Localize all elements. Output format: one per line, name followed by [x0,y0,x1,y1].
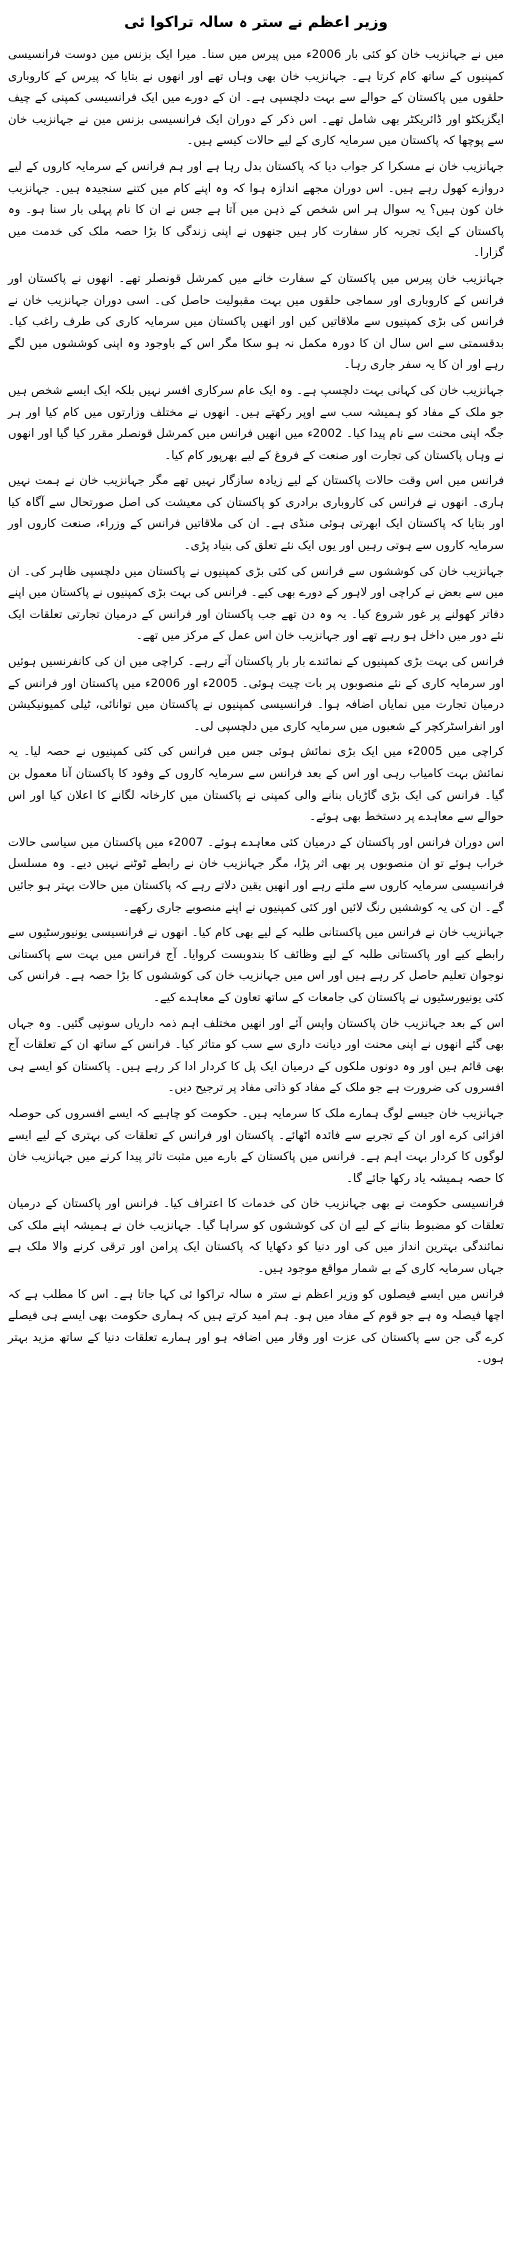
article-paragraph: فرانسیسی حکومت نے بھی جہانزیب خان کی خدمات کا اعتراف کیا۔ فرانس اور پاکستان کے درمیان تعلقات کو مضبوط بنانے کے لیے ان کی کوششوں کو سراہا گیا۔ جہانزیب خان نے ہمیشہ اپنے ملک کی نمائندگی بہترین انداز میں کی اور دنیا کو دکھایا کہ پاکستان ایک پرامن اور ترقی کرنے والا ملک ہے جہاں سرمایہ کاری کے بے شمار مواقع موجود ہیں۔ [8,1196,504,1276]
article-paragraph: فرانس میں اس وقت حالات پاکستان کے لیے زیادہ سازگار نہیں تھے مگر جہانزیب خان نے ہمت نہیں ہاری۔ انھوں نے فرانس کی کاروباری برادری کو پاکستان کی معیشت کی اصل صورتحال سے آگاہ کیا اور بتایا کہ پاکستان ایک ابھرتی ہوئی منڈی ہے۔ ان کی ملاقاتیں فرانس کے وزراء، صنعت کاروں اور سرمایہ کاروں سے ہوتی رہیں اور یوں ایک نئے تعلق کی بنیاد پڑی۔ [8,473,504,553]
article-paragraph: جہانزیب خان کی کہانی بہت دلچسپ ہے۔ وہ ایک عام سرکاری افسر نہیں بلکہ ایک ایسے شخص ہیں جو ملک کے مفاد کو ہمیشہ سب سے اوپر رکھتے ہیں۔ انھوں نے مختلف وزارتوں میں کام کیا اور ہر جگہ اپنی محنت سے نام پیدا کیا۔ 2002ء میں انھیں فرانس میں کمرشل قونصلر مقرر کیا گیا اور انھوں نے وہاں پاکستان کی تجارت اور صنعت کے فروغ کے لیے بھرپور کام کیا۔ [8,382,505,462]
article-paragraph: کراچی میں 2005ء میں ایک بڑی نمائش ہوئی جس میں فرانس کی کئی کمپنیوں نے حصہ لیا۔ یہ نمائش بہت کامیاب رہی اور اس کے بعد فرانس سے سرمایہ کاروں کے وفود کا پاکستان آنا معمول بن گیا۔ فرانس کی ایک بڑی گاڑیاں بنانے والی کمپنی نے پاکستان میں کارخانہ لگانے کا اعلان کیا اور اس حوالے سے معاہدے پر دستخط بھی ہوئے۔ [8,744,504,824]
article-paragraph: اس کے بعد جہانزیب خان پاکستان واپس آئے اور انھیں مختلف اہم ذمہ داریاں سونپی گئیں۔ وہ جہاں بھی گئے انھوں نے اپنی محنت اور دیانت داری سے سب کو متاثر کیا۔ فرانس کے ساتھ ان کے تعلقات آج بھی قائم ہیں اور وہ دونوں ملکوں کے درمیان ایک پل کا کردار ادا کر رہے ہیں۔ پاکستان کو ایسے ہی افسروں کی ضرورت ہے جو ملک کے مفاد کو ذاتی مفاد پر ترجیح دیں۔ [8,1015,504,1095]
article-paragraph: جہانزیب خان نے مسکرا کر جواب دیا کہ پاکستان بدل رہا ہے اور ہم فرانس کے سرمایہ کاروں کے لیے دروازے کھول رہے ہیں۔ اس دوران مجھے اندازہ ہوا کہ وہ اپنے کام میں کتنے سنجیدہ ہیں۔ جہانزیب خان کون ہیں؟ یہ سوال ہر اس شخص کے ذہن میں آتا ہے جس نے ان کا نام پہلی بار سنا ہو۔ وہ پاکستان کے ایک تجربہ کار سفارت کار ہیں جنھوں نے اپنی زندگی کا بڑا حصہ ملک کی خدمت میں گزارا۔ [8,158,504,260]
article-paragraph: جہانزیب خان نے فرانس میں پاکستانی طلبہ کے لیے بھی کام کیا۔ انھوں نے فرانسیسی یونیورسٹیوں سے رابطے کیے اور پاکستانی طلبہ کے لیے وظائف کا بندوبست کروایا۔ آج فرانس میں بہت سے پاکستانی نوجوان تعلیم حاصل کر رہے ہیں اور اس میں جہانزیب خان کی کوششوں کا بڑا حصہ ہے۔ فرانس کی کئی یونیورسٹیوں نے پاکستان کی جامعات کے ساتھ تعاون کے معاہدے کیے۔ [8,925,504,1004]
article-paragraph: اس دوران فرانس اور پاکستان کے درمیان کئی معاہدے ہوئے۔ 2007ء میں پاکستان میں سیاسی حالات خراب ہوئے تو ان منصوبوں پر بھی اثر پڑا، مگر جہانزیب خان نے رابطے ٹوٹنے نہیں دیے۔ وہ مسلسل فرانسیسی سرمایہ کاروں سے ملتے رہے اور انھیں یقین دلاتے رہے کہ پاکستان میں حالات بہتر ہو جائیں گے۔ ان کی یہ کوششیں رنگ لائیں اور کئی کمپنیوں نے اپنے منصوبے جاری رکھے۔ [8,834,504,914]
article-paragraph: جہانزیب خان کی کوششوں سے فرانس کی کئی بڑی کمپنیوں نے پاکستان میں دلچسپی ظاہر کی۔ ان میں سے بعض نے کراچی اور لاہور کے دورے بھی کیے۔ فرانس کی بہت بڑی کمپنیوں نے پاکستان میں اپنے دفاتر کھولنے پر غور شروع کیا۔ یہ وہ دن تھے جب پاکستان اور فرانس کے درمیان تجارتی تعلقات ایک نئے دور میں داخل ہو رہے تھے اور جہانزیب خان اس عمل کے مرکز میں تھے۔ [8,563,504,643]
article-paragraph: جہانزیب خان پیرس میں پاکستان کے سفارت خانے میں کمرشل قونصلر تھے۔ انھوں نے پاکستان اور فرانس کے کاروباری اور سماجی حلقوں میں بہت مقبولیت حاصل کی۔ اسی دوران جہانزیب خان نے فرانس کی بڑی کمپنیوں سے ملاقاتیں کیں اور انھیں پاکستان میں سرمایہ کاری کی طرف راغب کیا۔ بدقسمتی سے اس سال ان کا دورہ مکمل نہ ہو سکا مگر اس کے باوجود وہ اپنی کوششوں میں لگے رہے اور ان کا یہ سفر جاری رہا۔ [8,270,504,372]
article-paragraph: فرانس کی بہت بڑی کمپنیوں کے نمائندے بار بار پاکستان آتے رہے۔ کراچی میں ان کی کانفرنسیں ہوئیں اور سرمایہ کاری کے نئے منصوبوں پر بات چیت ہوئی۔ 2005ء اور 2006ء میں پاکستان اور فرانس کے درمیان تجارت میں نمایاں اضافہ ہوا۔ فرانسیسی کمپنیوں نے پاکستان میں توانائی، ٹیلی کمیونیکیشن اور انفراسٹرکچر کے شعبوں میں سرمایہ کاری میں دلچسپی لی۔ [8,654,504,733]
article-paragraph: میں نے جہانزیب خان کو کئی بار 2006ء میں پیرس میں سنا۔ میرا ایک بزنس مین دوست فرانسیسی کمپنیوں کے ساتھ کام کرتا ہے۔ جہانزیب خان بھی وہاں تھے اور انھوں نے بتایا کہ پیرس کے کاروباری حلقوں میں پاکستان کے حوالے سے بہت دلچسپی ہے۔ ان کے دورے میں ایک فرانسیسی کمپنی کے چیف ایگزیکٹو اور ڈائریکٹر بھی شامل تھے۔ اس ذکر کے دوران ایک فرانسیسی بزنس مین نے جہانزیب خان سے پوچھا کہ پاکستان میں سرمایہ کاری کے لیے حالات کیسے ہیں۔ [8,47,504,148]
article-paragraph: فرانس میں ایسے فیصلوں کو وزیر اعظم نے ستر ہ سالہ تراکوا ئی کہا جاتا ہے۔ اس کا مطلب ہے کہ اچھا فیصلہ وہ ہے جو قوم کے مفاد میں ہو۔ ہم امید کرتے ہیں کہ ہماری حکومت بھی ایسے ہی فیصلے کرے گی جن سے پاکستان کی عزت اور وقار میں اضافہ ہو اور ہمارے تعلقات دنیا کے ساتھ مزید بہتر ہوں۔ [8,1286,504,1366]
article-headline: وزیر اعظم نے ستر ہ سالہ تراکوا ئی [124,13,388,31]
article-paragraph: جہانزیب خان جیسے لوگ ہمارے ملک کا سرمایہ ہیں۔ حکومت کو چاہیے کہ ایسے افسروں کی حوصلہ افزائی کرے اور ان کے تجربے سے فائدہ اٹھائے۔ پاکستان اور فرانس کے تعلقات کی بہتری کے لیے ایسے لوگوں کا کردار بہت اہم ہے۔ فرانس میں پاکستان کے بارے میں مثبت تاثر پیدا کرنے میں جہانزیب خان کا حصہ ہمیشہ یاد رکھا جائے گا۔ [8,1105,504,1185]
article-body [8,44,504,1370]
